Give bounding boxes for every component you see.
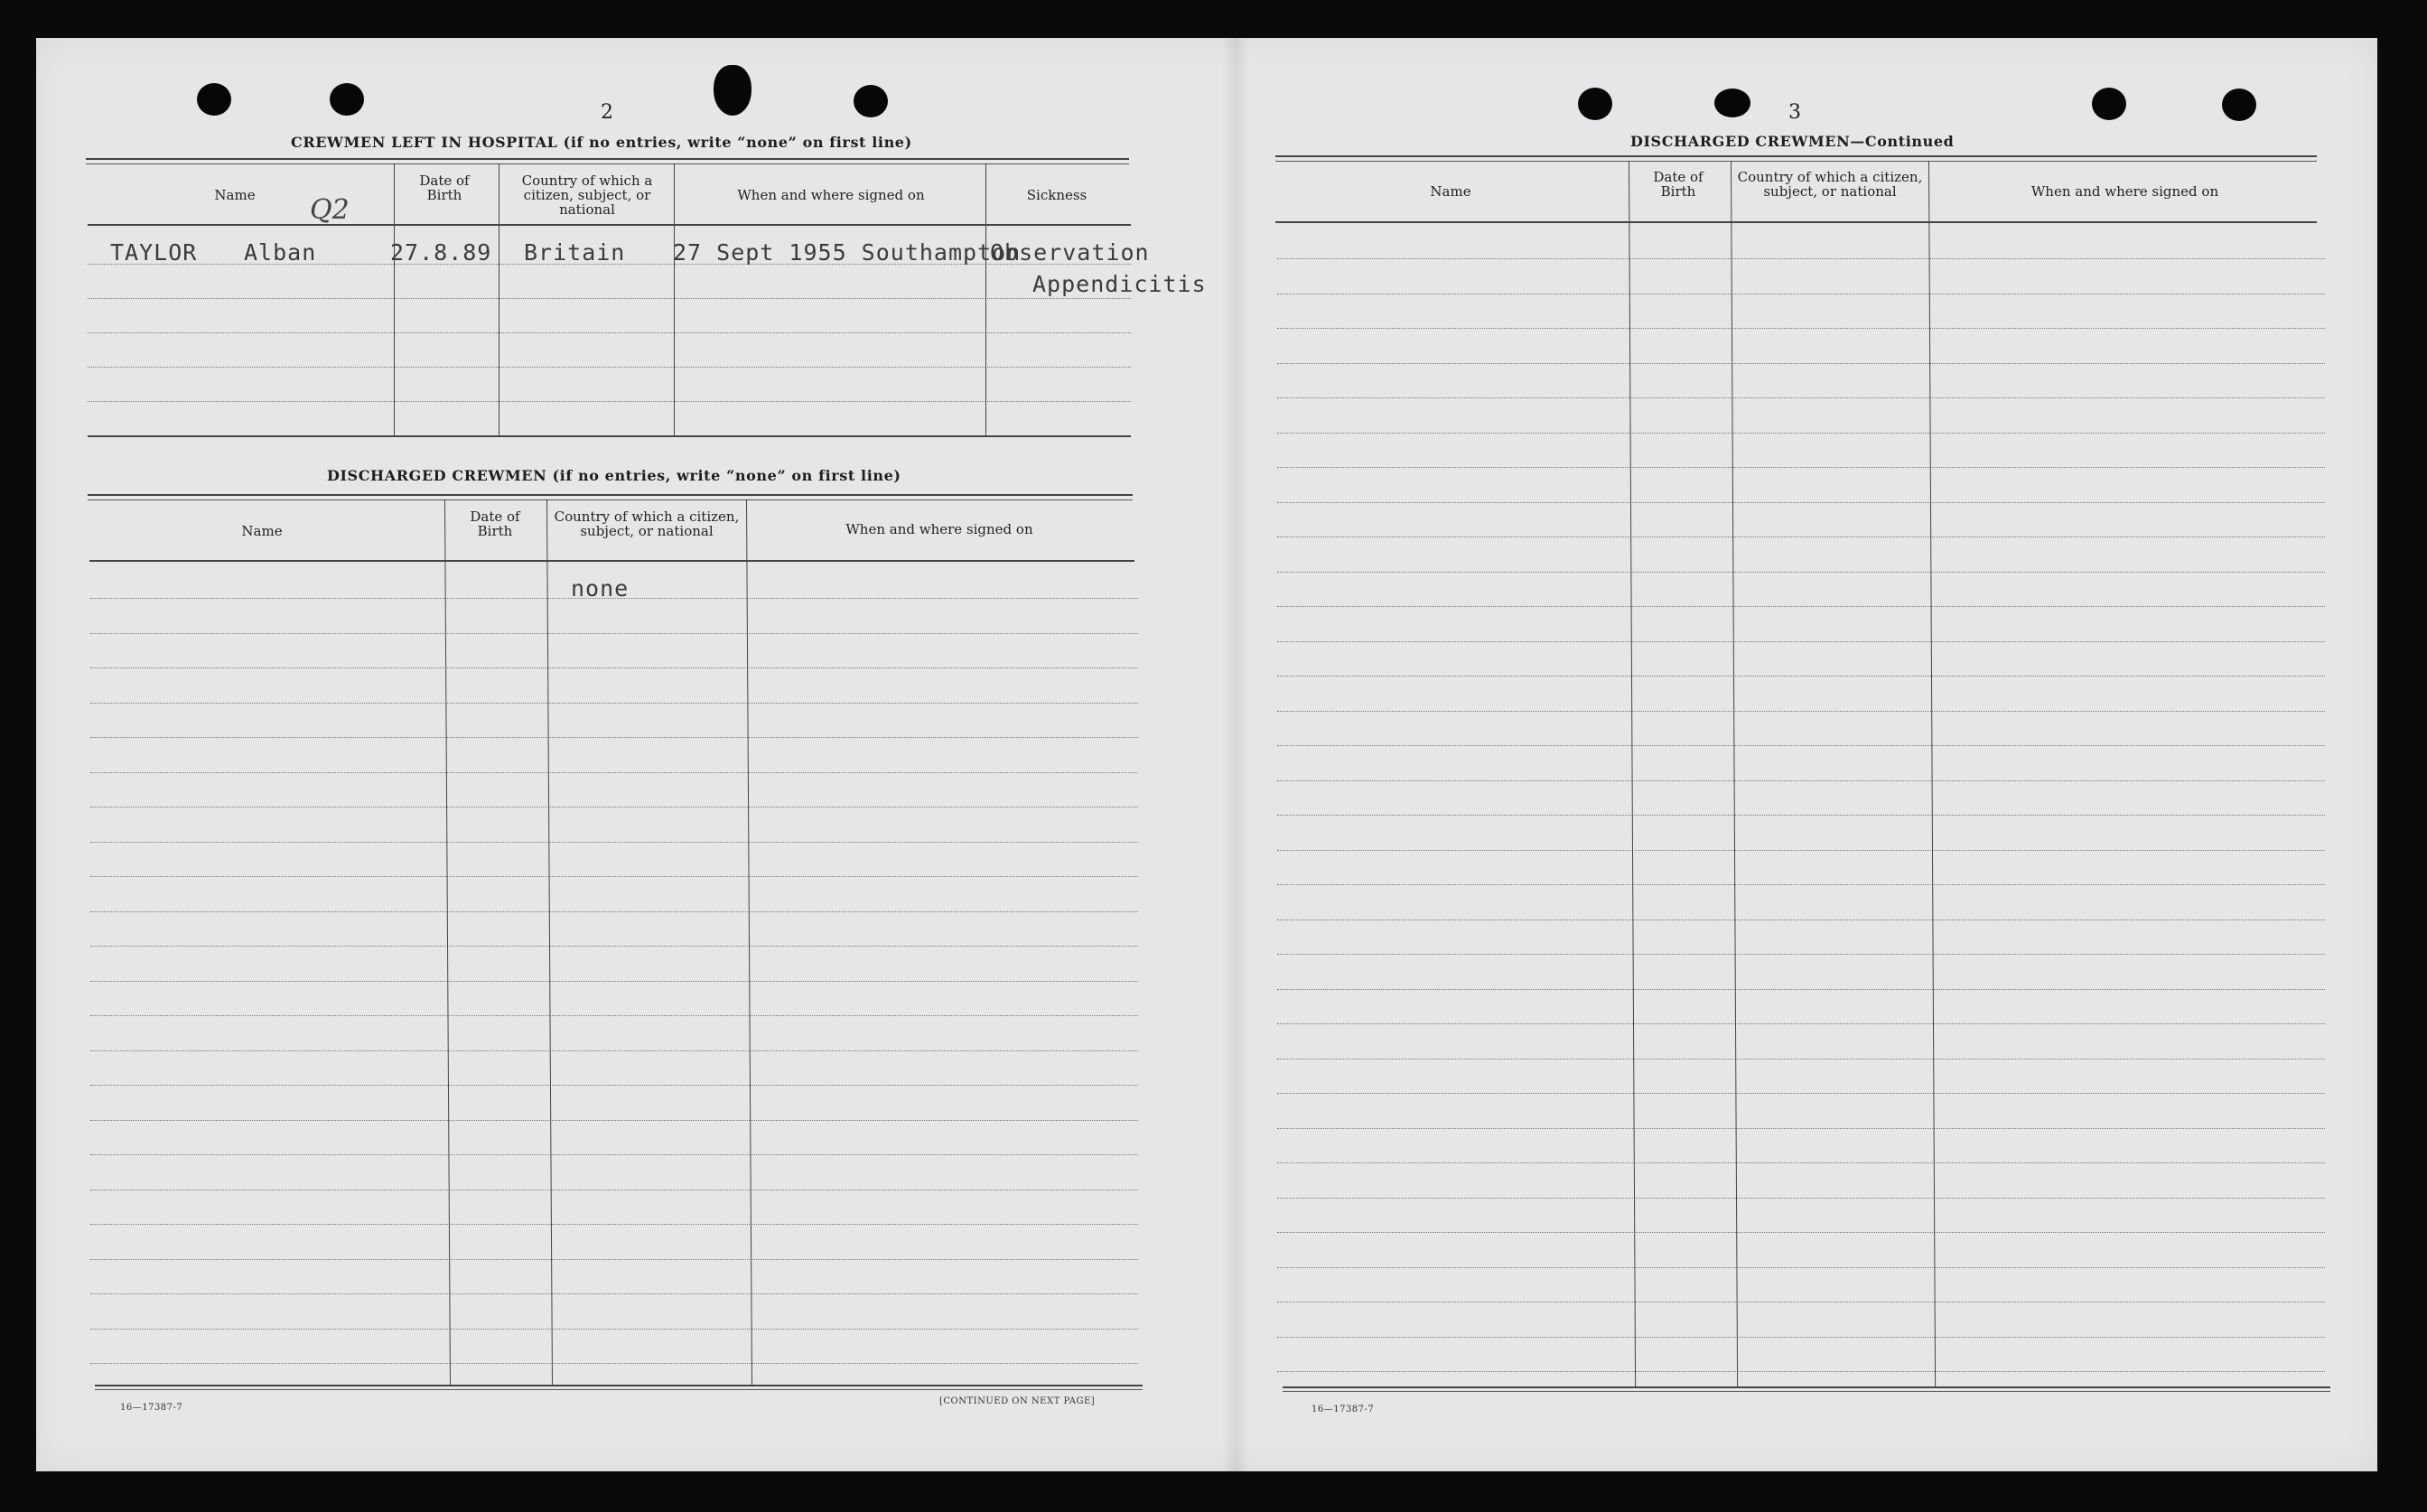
ruled-row-line — [90, 981, 1138, 982]
hospital-row-line — [88, 298, 1131, 299]
ruled-row-line — [1277, 433, 2325, 434]
crew-signed-on: 27 Sept 1955 Southampton — [673, 239, 1022, 266]
ruled-row-line — [1277, 1371, 2325, 1372]
discharged-table-top-2 — [88, 499, 1133, 500]
ruled-row-line — [1277, 745, 2325, 746]
ruled-row-line — [90, 1015, 1138, 1016]
hospital-table-bottom — [88, 435, 1131, 437]
right-col-signed: When and where signed on — [2030, 183, 2219, 200]
form-number-left: 16—17387-7 — [120, 1403, 183, 1413]
discharged-section-title — [327, 467, 901, 484]
hospital-section-title — [291, 134, 912, 151]
ruled-row-line — [90, 737, 1138, 738]
ruled-row-line — [90, 667, 1138, 668]
ruled-row-line — [1277, 815, 2325, 816]
crew-given-name: Alban — [244, 239, 317, 266]
continued-note: [CONTINUED ON NEXT PAGE] — [939, 1396, 1096, 1406]
ruled-row-line — [1277, 328, 2325, 329]
form-number-right: 16—17387-7 — [1312, 1405, 1375, 1414]
ruled-row-line — [90, 1329, 1138, 1330]
discharged-none-entry: none — [571, 575, 630, 602]
ruled-row-line — [90, 633, 1138, 634]
ruled-row-line — [90, 703, 1138, 704]
ruled-row-line — [1277, 467, 2325, 468]
ruled-row-line — [1277, 1267, 2325, 1268]
right-col-country: Country of which a citizen, subject, or national — [1737, 169, 1923, 200]
hospital-row-line — [88, 332, 1131, 333]
ruled-row-line — [1277, 606, 2325, 607]
ruled-row-line — [1277, 954, 2325, 955]
right-table-top — [1275, 155, 2317, 157]
hospital-col-divider — [985, 163, 986, 435]
page-fold — [1222, 38, 1249, 1471]
punch-hole — [714, 65, 751, 116]
ruled-row-line — [1277, 1232, 2325, 1233]
ruled-row-line — [1277, 1128, 2325, 1129]
manifest-sheet — [36, 38, 2377, 1471]
hospital-col-name: Name — [214, 187, 256, 203]
right-table-bottom — [1283, 1386, 2330, 1388]
ruled-row-line — [90, 1259, 1138, 1260]
hospital-table-top — [86, 158, 1129, 160]
hospital-col-sickness: Sickness — [1026, 187, 1087, 203]
punch-hole — [2222, 89, 2256, 121]
discharged-col-name: Name — [241, 523, 283, 539]
page-number-right: 3 — [1788, 101, 1801, 124]
ruled-row-line — [90, 772, 1138, 773]
crew-sickness-detail: Appendicitis — [1032, 271, 1207, 297]
hospital-header-bottom — [88, 224, 1131, 226]
hospital-col-country: Country of which a citizen, subject, or national — [521, 173, 653, 218]
hospital-row-line — [88, 367, 1131, 368]
discharged-title-text: DISCHARGED CREWMEN — [327, 467, 547, 484]
discharged-table-top — [88, 494, 1133, 496]
discharged-col-country: Country of which a citizen, subject, or national — [554, 509, 740, 539]
ruled-row-line — [90, 1120, 1138, 1121]
right-col-dob: Date of Birth — [1653, 169, 1704, 200]
punch-hole — [1714, 89, 1750, 117]
ruled-row-line — [1277, 884, 2325, 885]
discharged-table-bottom-2 — [95, 1389, 1143, 1390]
ruled-row-line — [1277, 1093, 2325, 1094]
hospital-instruction: (if no entries, write “none” on first line) — [563, 134, 912, 151]
ruled-row-line — [90, 1154, 1138, 1155]
ruled-row-line — [1277, 397, 2325, 398]
ruled-row-line — [1277, 641, 2325, 642]
right-col-name: Name — [1430, 183, 1471, 200]
hospital-title-text: CREWMEN LEFT IN HOSPITAL — [291, 134, 558, 151]
punch-hole — [2092, 88, 2126, 120]
punch-hole — [1578, 88, 1612, 120]
ruled-row-line — [1277, 1198, 2325, 1199]
ruled-row-line — [1277, 676, 2325, 677]
ruled-row-line — [1277, 711, 2325, 712]
ruled-row-line — [90, 911, 1138, 912]
hospital-col-divider — [394, 163, 395, 435]
hospital-col-signed: When and where signed on — [737, 187, 925, 203]
ruled-row-line — [90, 1085, 1138, 1086]
hospital-col-divider — [674, 163, 675, 435]
ruled-row-line — [1277, 1162, 2325, 1163]
right-table-bottom-2 — [1283, 1391, 2330, 1392]
ruled-row-line — [1277, 363, 2325, 364]
ruled-row-line — [1277, 780, 2325, 781]
ruled-row-line — [90, 876, 1138, 877]
discharged-instruction: (if no entries, write “none” on first line) — [552, 467, 901, 484]
ruled-row-line — [1277, 572, 2325, 573]
ruled-row-line — [90, 1050, 1138, 1051]
crew-surname: TAYLOR — [110, 239, 198, 266]
hospital-row-line — [88, 401, 1131, 402]
ruled-row-line — [1277, 850, 2325, 851]
punch-hole — [854, 85, 888, 117]
ruled-row-line — [1277, 1023, 2325, 1024]
ruled-row-line — [1277, 258, 2325, 259]
crew-dob: 27.8.89 — [390, 239, 492, 266]
ruled-row-line — [90, 842, 1138, 843]
ruled-row-line — [1277, 989, 2325, 990]
discharged-col-signed: When and where signed on — [845, 521, 1033, 537]
right-table-top-2 — [1275, 161, 2317, 162]
hospital-col-dob: Date of Birth — [419, 173, 470, 203]
crew-sickness: Observation — [990, 239, 1150, 266]
discharged-table-bottom — [95, 1385, 1143, 1386]
discharged-header-bottom — [89, 560, 1134, 562]
crew-country: Britain — [524, 239, 626, 266]
ruled-row-line — [90, 946, 1138, 947]
right-header-bottom — [1275, 221, 2317, 223]
punch-hole — [197, 83, 231, 116]
right-section-title: DISCHARGED CREWMEN—Continued — [1630, 133, 1955, 150]
hospital-table-top-2 — [86, 163, 1129, 164]
ruled-row-line — [1277, 919, 2325, 920]
ruled-row-line — [90, 1363, 1138, 1364]
ruled-row-line — [90, 1293, 1138, 1294]
handwritten-mark: Q2 — [310, 194, 350, 226]
ruled-row-line — [90, 1224, 1138, 1225]
ruled-row-line — [1277, 502, 2325, 503]
discharged-col-dob: Date of Birth — [470, 509, 520, 539]
page-number-left: 2 — [601, 101, 613, 124]
punch-hole — [330, 83, 364, 116]
ruled-row-line — [1277, 1337, 2325, 1338]
